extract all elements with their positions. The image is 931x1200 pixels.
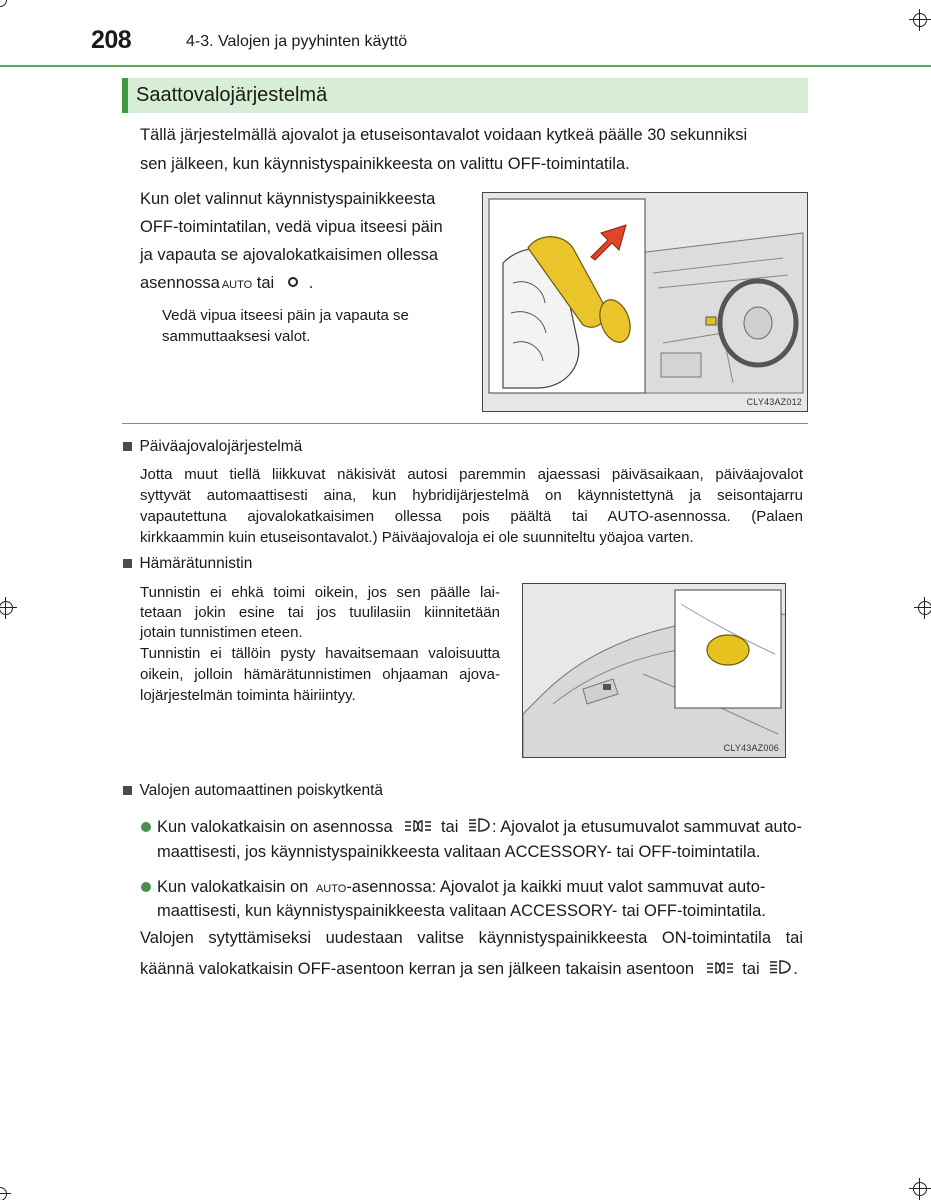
auto-symbol-2: AUTO <box>315 883 347 895</box>
sensor-heading <box>123 555 252 573</box>
final-line-2-prefix: käännä valokatkaisin OFF-asentoon kerran ja sen jälkeen takaisin asentoon <box>140 960 694 978</box>
daytime-heading <box>123 438 302 456</box>
parking-lights-icon-2 <box>705 956 735 984</box>
daytime-line-1: Jotta muut tiellä liikkuvat näkisivät autosi paremmin ajaessasi päiväsaikaan, päiväajovalot <box>140 466 803 483</box>
square-bullet-icon <box>123 442 132 451</box>
auto-off-bullet1-line1 <box>157 814 802 841</box>
figure-code-2: CLY43AZ006 <box>723 743 779 753</box>
bullet-dot-1 <box>141 822 151 832</box>
para-line-4-prefix: asennossa <box>140 274 220 292</box>
daytime-line-4: kirkkaammin kuin etuseisontavalot.) Päiväajovaloja ei ole suunniteltu yöajoa varten. <box>140 529 694 546</box>
para-line-4-end: . <box>308 274 314 292</box>
auto-off-bullet2-line2: maattisesti, kun käynnistyspainikkeesta valitaan ACCESSORY- tai OFF-toimintatila. <box>157 902 766 920</box>
page-number: 208 <box>91 26 132 54</box>
registration-mark-top-right <box>909 9 931 31</box>
para-line-1: Kun olet valinnut käynnistyspainikkeesta <box>140 190 436 208</box>
parking-lamp-icon <box>287 269 299 298</box>
bullet1-suffix: : Ajovalot ja etusumuvalot sammuvat auto- <box>491 818 802 836</box>
auto-off-bullet1-line2: maattisesti, jos käynnistyspainikkeesta valitaan ACCESSORY- tai OFF-toimintatila. <box>157 843 761 861</box>
sensor-line-4: Tunnistin ei tällöin pysty havaitsemaan valoisuutta <box>140 645 500 662</box>
auto-symbol: AUTO <box>221 279 253 291</box>
daytime-line-3: vapautettuna ajovalokatkaisimen ollessa pois päältä tai AUTO-asennossa. (Palaen <box>140 508 803 525</box>
auto-off-bullet2-line1 <box>157 874 765 902</box>
sensor-line-5: oikein, jolloin hämärätunnistimen ohjaaman ajova- <box>140 666 500 683</box>
daytime-heading-text: Päiväajovalojärjestelmä <box>139 438 303 455</box>
sensor-line-2: tetaan jokin esine tai jos tuulilasiin kiinnitetään <box>140 604 500 621</box>
note-line-2: sammuttaaksesi valot. <box>162 328 311 345</box>
figure-code-1: CLY43AZ012 <box>746 397 802 407</box>
bullet2-prefix: Kun valokatkaisin on <box>157 878 309 896</box>
registration-mark-bottom-left <box>0 1183 11 1200</box>
daytime-line-2: syttyvät automaattisesti aina, kun hybridijärjestelmä on käynnistettynä ja seisontajarru <box>140 487 803 504</box>
section-divider <box>122 423 808 424</box>
bullet1-mid: tai <box>440 818 459 836</box>
square-bullet-icon <box>123 786 132 795</box>
registration-mark-mid-right <box>914 597 931 619</box>
final-line-2-end: . <box>793 960 798 978</box>
sensor-line-1: Tunnistin ei ehkä toimi oikein, jos sen päälle lai- <box>140 584 500 601</box>
square-bullet-icon <box>123 559 132 568</box>
header-rule <box>0 65 931 67</box>
para-line-4-mid: tai <box>256 274 275 292</box>
headlight-icon <box>467 815 491 841</box>
sensor-heading-text: Hämärätunnistin <box>139 555 253 572</box>
para-line-3: ja vapauta se ajovalokatkaisimen ollessa <box>140 246 439 264</box>
bullet1-prefix: Kun valokatkaisin on asennossa <box>157 818 393 836</box>
intro-line-2: sen jälkeen, kun käynnistyspainikkeesta on valittu OFF-toimintatila. <box>140 155 630 173</box>
registration-mark-bottom-right <box>909 1178 931 1200</box>
lever-illustration <box>482 192 808 412</box>
sensor-illustration <box>522 583 786 758</box>
intro-line-1: Tällä järjestelmällä ajovalot ja etuseisontavalot voidaan kytkeä päälle 30 sekunniksi <box>140 126 748 144</box>
final-line-1: Valojen sytyttämiseksi uudestaan valitse käynnistyspainikkeesta ON-toimintatila tai <box>140 929 803 947</box>
section-title: Saattovalojärjestelmä <box>136 84 328 106</box>
registration-mark-mid-left <box>0 597 17 619</box>
final-line-2 <box>140 955 798 984</box>
sensor-line-3: jotain tunnistimen eteen. <box>140 624 303 641</box>
registration-mark-top-left <box>0 0 11 11</box>
auto-off-heading <box>123 782 383 800</box>
note-line-1: Vedä vipua itseesi päin ja vapauta se <box>162 307 409 324</box>
auto-off-heading-text: Valojen automaattinen poiskytkentä <box>139 782 384 799</box>
final-line-2-mid: tai <box>742 960 760 978</box>
sensor-line-6: lojärjestelmän toiminta häiriintyy. <box>140 687 356 704</box>
bullet2-suffix: -asennossa: Ajovalot ja kaikki muut valot sammuvat auto- <box>346 878 766 896</box>
bullet-dot-2 <box>141 882 151 892</box>
headlight-icon-2 <box>768 956 792 984</box>
parking-lights-icon <box>403 815 433 841</box>
para-line-2: OFF-toimintatilan, vedä vipua itseesi päin <box>140 218 443 236</box>
para-line-4 <box>140 269 313 300</box>
chapter-title: 4-3. Valojen ja pyyhinten käyttö <box>186 33 408 50</box>
